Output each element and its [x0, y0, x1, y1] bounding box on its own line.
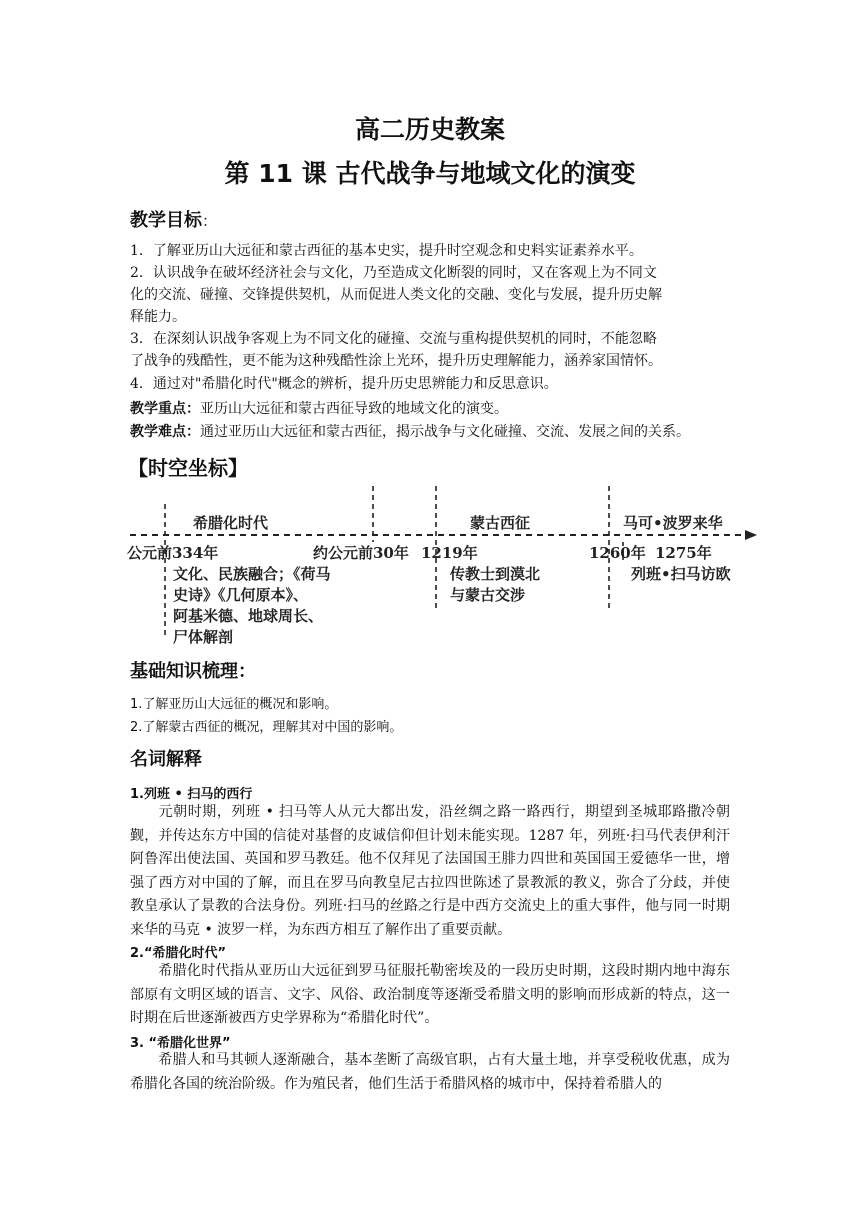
- objective-line: 化的交流、碰撞、交锋提供契机，从而促进人类文化的交融、变化与发展，提升历史解: [130, 287, 662, 303]
- lesson-title: 第 11 课 古代战争与地域文化的演变: [224, 159, 636, 188]
- mongol-notes: 传教士到漠北 与蒙古交涉: [450, 565, 541, 604]
- date-30bc: 约公元前30年: [313, 544, 409, 562]
- term-text: 希腊人和马其顿人逐渐融合，基本垄断了高级官职，占有大量土地，并享受税收优惠，成为希腊化各国的统治阶级。作为殖民者，他们生活于希腊风格的城市中，保持着希腊人的: [130, 1052, 730, 1092]
- basics-item: 2.了解蒙古西征的概况，理解其对中国的影响。: [130, 720, 403, 735]
- timeline-heading: 【时空坐标】: [128, 456, 248, 480]
- date-1219: 1219年: [421, 544, 478, 562]
- document-title: 高二历史教案: [354, 115, 505, 144]
- term-title: 3. “希腊化世界”: [130, 1036, 231, 1051]
- objectives-heading: 教学目标：: [130, 210, 218, 231]
- era-marco-polo: 马可•波罗来华: [623, 514, 723, 532]
- era-hellenistic: 希腊化时代: [193, 514, 269, 532]
- objective-line: 2．认识战争在破坏经济社会与文化，乃至造成文化断裂的同时，又在客观上为不同文: [130, 265, 657, 281]
- term-title: 2.“希腊化时代”: [130, 946, 227, 961]
- hellenistic-notes: 文化、民族融合；《荷马 史诗》《几何原本》、 阿基米德、地球周长、 尸体解剖: [173, 565, 331, 646]
- era-mongol-western-campaign: 蒙古西征: [470, 514, 531, 532]
- date-1260: 1260年: [589, 544, 646, 562]
- basics-heading: 基础知识梳理：: [130, 661, 256, 682]
- objective-line: 4．通过对"希腊化时代"概念的辨析，提升历史思辨能力和反思意识。: [130, 376, 558, 392]
- objective-line: 释能力。: [130, 309, 186, 325]
- term-title: 1.列班 • 扫马的西行: [130, 787, 253, 802]
- teaching-key-point: 教学重点：亚历山大远征和蒙古西征导致的地域文化的演变。: [130, 401, 508, 417]
- terms-heading: 名词解释: [130, 749, 202, 770]
- date-334bc: 公元前334年: [127, 544, 219, 562]
- rabban-sauma-note: 列班•扫马访欧: [631, 565, 731, 583]
- term-text: 元朝时期，列班 • 扫马等人从元大都出发，沿丝绸之路一路西行，期望到圣城耶路撒冷朝觐，并传达东方中国的信徒对基督的皮诚信仰但计划未能实现。1287 年，列班·扫马代表伊利汗阿鲁浑出使法国、英国和罗马教廷。他不仅拜见了法国国王腓力四世和英国国王爱德华一世，增强了西方对中国的了解，而且在罗马向教皇尼古拉四世陈述了景教派的教义，弥合了分歧，并使教皇承认了景教的合法身份。列班·扫马的丝路之行是中西方交流史上的重大事件，他与同一时期来华的马克 • 波罗一样，为东西方相互了解作出了重要贡献。: [130, 804, 730, 938]
- date-1275: 1275年: [655, 544, 712, 562]
- term-text: 希腊化时代指从亚历山大远征到罗马征服托勒密埃及的一段历史时期，这段时期内地中海东部原有文明区域的语言、文字、风俗、政治制度等逐渐受希腊文明的影响而形成新的特点，这一时期在后世逐渐被西方史学界称为“希腊化时代”。: [130, 963, 730, 1026]
- teaching-difficulty: 教学难点：通过亚历山大远征和蒙古西征，揭示战争与文化碰撞、交流、发展之间的关系。: [130, 424, 690, 440]
- objective-line: 1．了解亚历山大远征和蒙古西征的基本史实，提升时空观念和史料实证素养水平。: [130, 243, 643, 259]
- timeline-figure: [125, 484, 765, 644]
- basics-item: 1.了解亚历山大远征的概况和影响。: [130, 697, 338, 712]
- objective-line: 了战争的残酷性，更不能为这种残酷性涂上光环，提升历史理解能力，涵养家国情怀。: [130, 353, 662, 369]
- objective-line: 3．在深刻认识战争客观上为不同文化的碰撞、交流与重构提供契机的同时，不能忽略: [130, 331, 657, 347]
